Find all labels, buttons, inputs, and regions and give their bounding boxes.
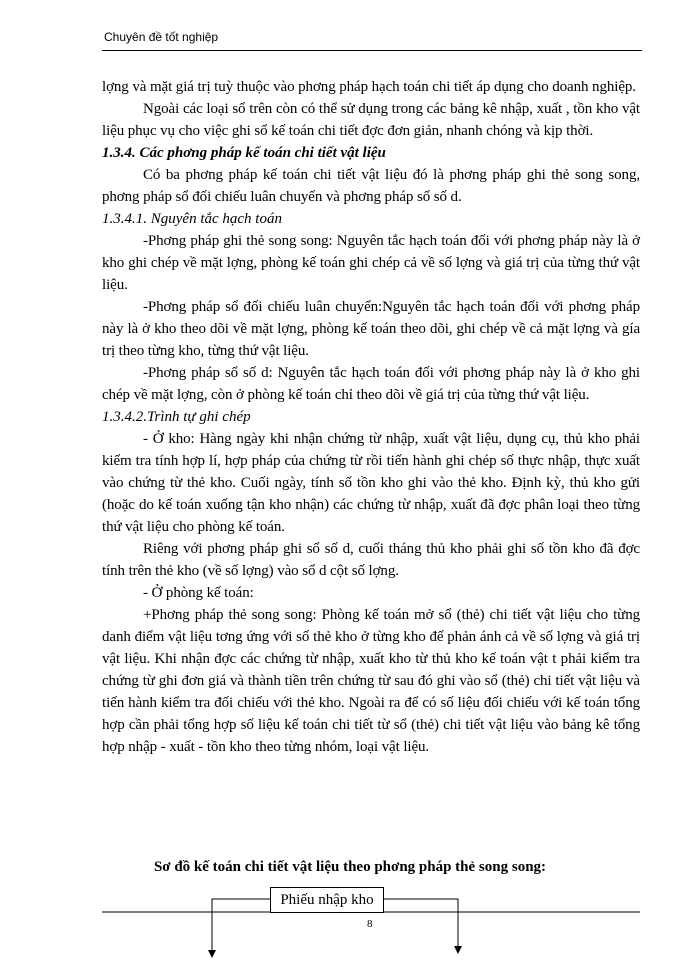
procedure-item: +Phơng pháp thẻ song song: Phòng kế toán mở sổ (thẻ) chi tiết vật liệu cho từng danh điểm vật liệu tơng ứng với số thẻ kho ở từng kho để phản ánh cả về số lợng và giá trị vật liệu. Khi nhận đợc các chứng từ nhập, xuất kho từ thủ kho kế toán vật t phải kiểm tra chứng từ ghi đơn giá và thành tiền trên chứng từ sau đó ghi vào sổ (thẻ) chi tiết vật liệu và tiến hành kiểm tra đối chiếu với thẻ kho. Ngoài ra để có số liệu đối chiếu với kế toán tổng hợp cần phải tổng hợp số liệu kế toán chi tiết từ sổ (thẻ) chi tiết vật liệu vào bảng kê tổng hợp nhập - xuất - tồn kho theo từng nhóm, loại vật liệu. — [102, 607, 640, 755]
section-134-intro: Có ba phơng pháp kế toán chi tiết vật liệu đó là phơng pháp ghi thẻ song song, phơng pháp sổ đối chiếu luân chuyển và phơng pháp sổ số d. — [102, 167, 640, 205]
principle-item: -Phơng pháp ghi thẻ song song: Nguyên tắc hạch toán đối với phơng pháp này là ở kho ghi chép về mặt lợng, phòng kế toán ghi chép cả về số lợng và giá trị của từng thứ vật liệu. — [102, 233, 640, 293]
paragraph: lợng và mặt giá trị tuỳ thuộc vào phơng pháp hạch toán chi tiết áp dụng cho doanh nghiệp. — [102, 79, 636, 95]
paragraph: Ngoài các loại sổ trên còn có thể sử dụng trong các bảng kê nhập, xuất , tồn kho vật liệu phục vụ cho việc ghi sổ kế toán chi tiết đợc đơn giản, nhanh chóng và kịp thời. — [102, 101, 640, 139]
procedure-item: - Ở kho: Hàng ngày khi nhận chứng từ nhập, xuất vật liệu, dụng cụ, thủ kho phải kiểm tra tính hợp lí, hợp pháp của chứng từ rồi tiến hành ghi chép số thực nhập, thực xuất vào chứng từ thẻ kho. Cuối ngày, tính số tồn kho ghi vào thẻ kho. Định kỳ, thủ kho gửi (hoặc do kế toán xuống tận kho nhận) các chứng từ nhập, xuất đã đợc phân loại theo từng thứ vật liệu cho phòng kế toán. — [102, 431, 640, 535]
section-heading-134: 1.3.4. Các phơng pháp kế toán chi tiết vật liệu — [102, 145, 386, 161]
principle-item: -Phơng pháp sổ số d: Nguyên tắc hạch toán đối với phơng pháp này là ở kho ghi chép về mặt lợng, còn ở phòng kế toán chỉ theo dõi về giá trị của từng thứ vật liệu. — [102, 365, 640, 403]
receipt-note-box: Phiếu nhập kho — [270, 887, 384, 913]
principle-item: -Phơng pháp sổ đối chiếu luân chuyển:Nguyên tắc hạch toán đối với phơng pháp này là ở kho theo dõi về mặt lợng, phòng kế toán theo dõi, ghi chép về cả mặt lợng và gía trị theo từng kho, từng thứ vật liệu. — [102, 299, 640, 359]
procedure-item: - Ở phòng kế toán: — [143, 585, 254, 601]
page-header-title: Chuyên đề tốt nghiệp — [104, 30, 219, 44]
page-number: 8 — [367, 918, 373, 930]
section-heading-1342: 1.3.4.2.Trình tự ghi chép — [102, 409, 251, 425]
section-heading-1341: 1.3.4.1. Nguyên tắc hạch toán — [102, 211, 282, 227]
procedure-item: Riêng với phơng pháp ghi sổ số d, cuối tháng thủ kho phải ghi số tồn kho đã đợc tính trên thẻ kho (về số lợng) vào sổ d cột số lợng. — [102, 541, 640, 579]
diagram-title: Sơ đồ kế toán chi tiết vật liệu theo phơng pháp thẻ song song: — [153, 859, 547, 875]
